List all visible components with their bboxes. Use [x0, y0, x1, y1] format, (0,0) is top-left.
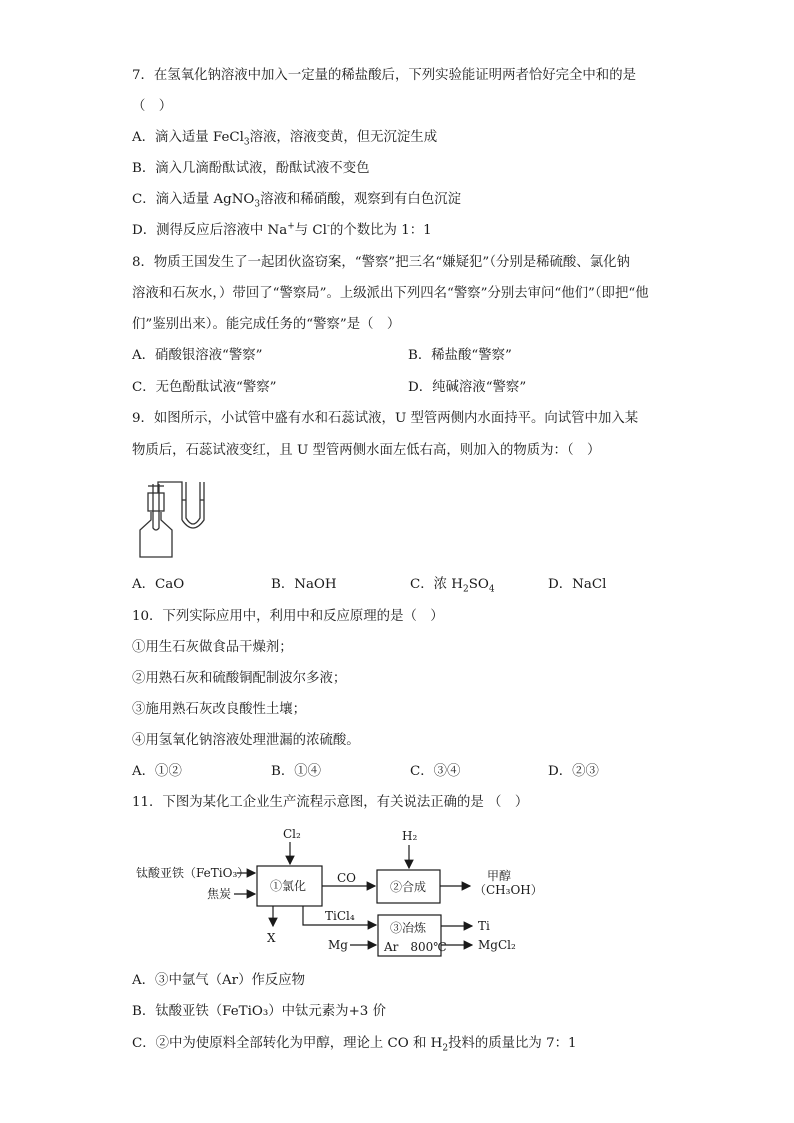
q11-option-c: C．②中为使原料全部转化为甲醇，理论上 CO 和 $H_2$投料的质量比为 7：1 [132, 1036, 577, 1054]
label-x: X [267, 931, 276, 945]
q10-option-d: D．②③ [548, 764, 599, 779]
q8-option-b: B．稀盐酸“警察” [408, 348, 512, 363]
label-methanol: 甲醇 [487, 869, 512, 883]
box-synthesis [377, 870, 440, 903]
q7-option-c: C．滴入适量 AgNO$_3$溶液和稀硝酸，观察到有白色沉淀 [132, 192, 461, 210]
connecting-tube [158, 482, 182, 520]
q8-option-c: C．无色酚酞试液“警察” [132, 380, 277, 395]
q7-option-b: B．滴入几滴酚酞试液，酚酞试液不变色 [132, 161, 370, 176]
q8-stem-line1: 8．物质王国发生了一起团伙盗窃案，“警察”把三名“嫌疑犯”（分别是稀硫酸、氯化钠 [132, 255, 630, 270]
q7-option-a: A．滴入适量 FeCl$_3$溶液，溶液变黄，但无沉淀生成 [132, 130, 438, 148]
q9-stem-line2: 物质后，石蕊试液变红，且 U 型管两侧水面左低右高，则加入的物质为：（ ） [132, 443, 601, 458]
label-ticl4: TiCl₄ [325, 909, 355, 923]
label-box-synthesis: ②合成 [390, 880, 427, 894]
q9-stem-line1: 9．如图所示，小试管中盛有水和石蕊试液，U 型管两侧内水面持平。向试管中加入某 [132, 411, 639, 426]
label-mgcl2: MgCl₂ [478, 938, 516, 952]
q10-statement-2: ②用熟石灰和硫酸铜配制波尔多液； [132, 671, 347, 686]
q10-option-c: C．③④ [410, 764, 461, 779]
q7-paren: （ ） [132, 99, 173, 114]
q10-statement-1: ①用生石灰做食品干燥剂； [132, 640, 293, 655]
q7-option-d: D．测得反应后溶液中 Na+与 Cl-的个数比为 1：1 [132, 221, 432, 238]
q8-option-a: A．硝酸银溶液“警察” [132, 348, 263, 363]
q8-option-d: D．纯碱溶液“警察” [408, 380, 527, 395]
q11-option-b: B．钛酸亚铁（FeTiO₃）中钛元素为+3 价 [132, 1004, 386, 1019]
q9-option-a: A．CaO [132, 577, 185, 592]
box-smelting [378, 915, 441, 956]
small-test-tube [153, 484, 159, 530]
q11-stem: 11．下图为某化工企业生产流程示意图，有关说法正确的是 （ ） [132, 795, 529, 810]
u-tube [186, 482, 200, 524]
label-smelting-condition: Ar 800℃ [384, 940, 447, 954]
q9-option-d: D．NaCl [548, 577, 607, 592]
label-mg: Mg [328, 938, 348, 952]
q8-stem-line2: 溶液和石灰水，）带回了“警察局”。上级派出下列四名“警察”分别去审问“他们”（即把“他 [132, 286, 649, 301]
label-box-chlorination: ①氯化 [270, 879, 307, 893]
label-co: CO [337, 871, 357, 885]
label-box-smelting: ③冶炼 [390, 921, 427, 935]
q10-option-a: A．①② [132, 764, 182, 779]
box-chlorination [257, 866, 322, 906]
q9-option-c: C．浓 $H_2SO_4$ [410, 577, 495, 595]
q10-statement-3: ③施用熟石灰改良酸性土壤； [132, 702, 307, 717]
label-methanol-formula: （CH₃OH） [474, 883, 543, 897]
q9-option-b: B．NaOH [271, 577, 337, 592]
q11-option-a: A．③中氩气（Ar）作反应物 [132, 973, 306, 988]
label-ti: Ti [478, 919, 490, 933]
q10-stem: 10．下列实际应用中，利用中和反应原理的是（ ） [132, 609, 444, 624]
q7-stem: 7．在氢氧化钠溶液中加入一定量的稀盐酸后，下列实验能证明两者恰好完全中和的是 [132, 68, 636, 83]
label-h2: H₂ [402, 829, 418, 843]
bottle-outline [140, 512, 172, 557]
label-feed-fetio3: 钛酸亚铁（FeTiO₃） [136, 866, 250, 880]
q8-stem-line3: 们”鉴别出来）。能完成任务的“警察”是（ ） [132, 317, 401, 332]
q10-statement-4: ④用氢氧化钠溶液处理泄漏的浓硫酸。 [132, 733, 360, 748]
label-cl2: Cl₂ [283, 827, 301, 841]
label-feed-coke: 焦炭 [207, 887, 232, 901]
stopper [148, 493, 164, 511]
q10-option-b: B．①④ [271, 764, 322, 779]
